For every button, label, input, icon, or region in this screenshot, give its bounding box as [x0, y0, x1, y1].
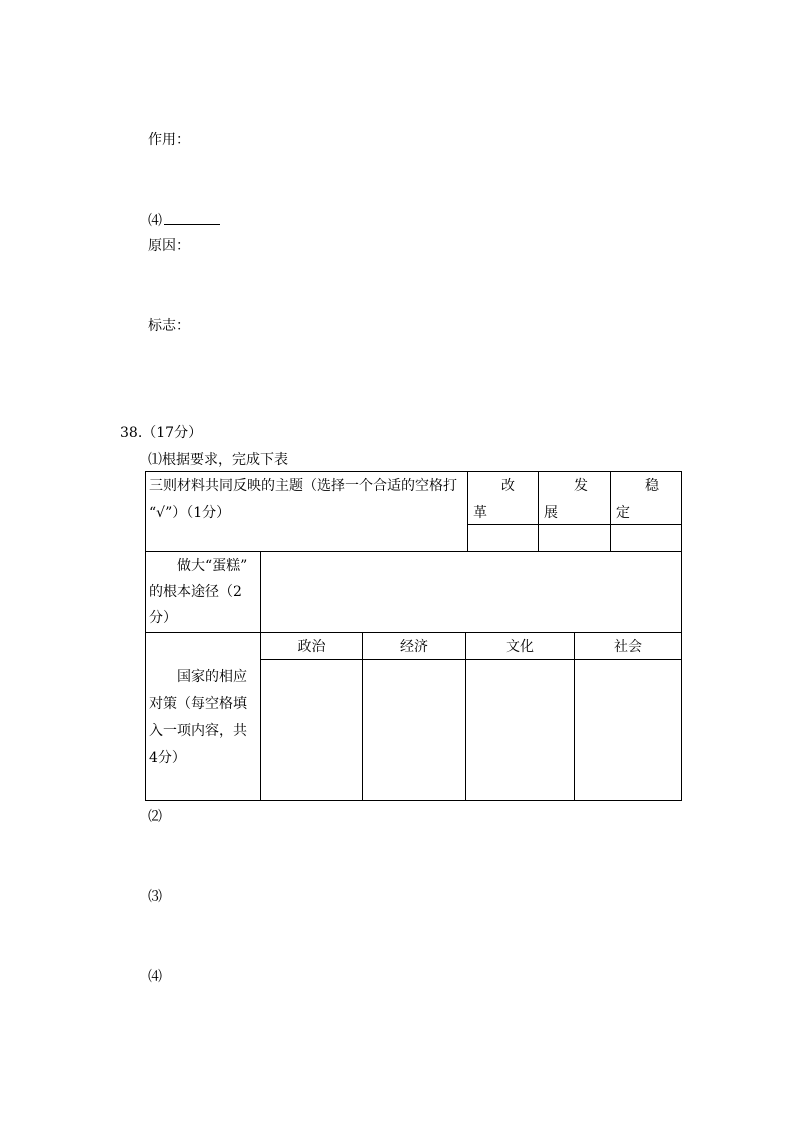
theme-text-line2: “√”）（1分） — [149, 505, 231, 521]
effect-label: 作用： — [148, 132, 190, 148]
checkbox-development[interactable] — [539, 525, 610, 551]
mark-label: 标志： — [148, 318, 190, 334]
column-economy: 经济 — [400, 639, 428, 655]
answer-table: 三则材料共同反映的主题（选择一个合适的空格打 “√”）（1分） 改 革 发 展 稳 定 做大“蛋糕” 的根本途径（2 分） 国家的相应 对策（每空格填 入一项内容，共 4分） 政治 经济 文化 社会 — [145, 471, 682, 801]
answer-blank[interactable] — [164, 210, 220, 225]
theme-text-line1: 三则材料共同反映的主题（选择一个合适的空格打 — [149, 478, 457, 494]
checkbox-reform[interactable] — [468, 525, 538, 551]
path-label-line3: 分） — [149, 610, 177, 626]
question-38-sub3: ⑶ — [148, 889, 162, 905]
path-answer-cell[interactable] — [261, 552, 681, 632]
economy-answer-cell[interactable] — [363, 660, 465, 800]
question-4-line — [148, 210, 220, 230]
culture-answer-cell[interactable] — [466, 660, 574, 800]
question-4-label: ⑷ — [148, 213, 162, 229]
politics-answer-cell[interactable] — [261, 660, 362, 800]
column-politics: 政治 — [297, 639, 326, 655]
policy-label-line4: 4分） — [149, 750, 186, 766]
reason-label: 原因： — [148, 238, 190, 254]
policy-label-line1: 国家的相应 — [177, 669, 247, 685]
path-label-line2: 的根本途径（2 — [149, 584, 242, 600]
society-answer-cell[interactable] — [575, 660, 681, 800]
policy-label-line2: 对策（每空格填 — [149, 696, 247, 712]
question-38-sub1: ⑴根据要求，完成下表 — [148, 452, 288, 468]
question-38-number: 38.（17分） — [120, 425, 203, 441]
path-label-line1: 做大“蛋糕” — [177, 558, 248, 574]
question-38-sub4: ⑷ — [148, 969, 162, 985]
column-culture: 文化 — [506, 639, 534, 655]
column-society: 社会 — [614, 639, 642, 655]
policy-label-line3: 入一项内容，共 — [149, 723, 247, 739]
checkbox-stability[interactable] — [611, 525, 681, 551]
question-38-sub2: ⑵ — [148, 809, 162, 825]
